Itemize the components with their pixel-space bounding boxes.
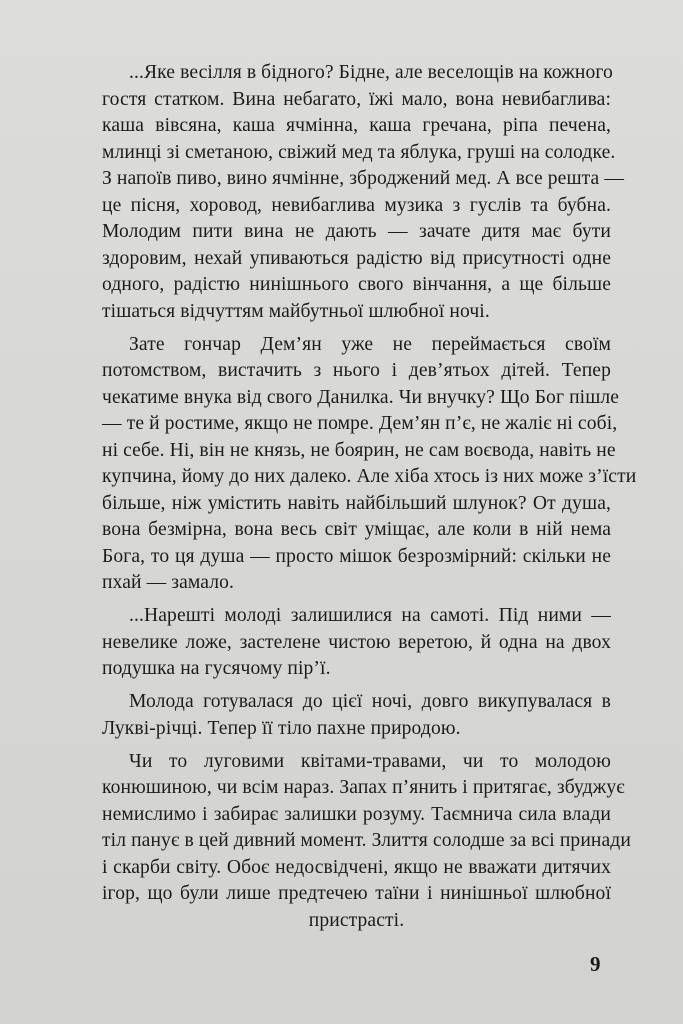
text-line: конюшиною, чи всім нараз. Запах п’янить і притягає, збуджує <box>102 777 625 798</box>
text-line: Бога, то ця душа — просто мішок безрозмірний: скільки не <box>102 545 611 567</box>
text-line: купчина, йому до них далеко. Але хіба хтось із них може з’їсти <box>102 466 637 487</box>
text-line: каша вівсяна, каша ячмінна, каша гречана, ріпа печена, <box>102 115 611 136</box>
text-line: пхай — замало. <box>102 572 235 593</box>
text-line: Чи то луговими квітами-травами, чи то молодою <box>129 750 611 772</box>
paragraph-wedding <box>75 60 625 325</box>
text-line: ...Яке весілля в бідного? Бідне, але веселощів на кожного <box>129 62 613 83</box>
text-line: вона безмірна, вона весь світ уміщає, але коли в ній нема <box>102 519 611 540</box>
text-line: Молодим пити вина не дають — зачате дитя має бути <box>102 221 611 242</box>
text-line: — те й ростиме, якщо не помре. Дем’ян п’є, не жаліє ні собі, <box>102 413 618 434</box>
text-line: З напоїв пиво, вино ячмінне, зброджений мед. А все решта — <box>102 168 625 189</box>
page-number: 9 <box>590 952 601 976</box>
text-line: тішаться відчуттям майбутньої шлюбної ночі. <box>102 300 490 322</box>
text-line: млинці зі сметаною, свіжий мед та яблука, груші на солодке. <box>102 141 616 163</box>
text-line: подушка на гусячому пір’ї. <box>102 658 331 679</box>
text-line: одного, радістю нинішнього свого вінчання, а ще більше <box>102 274 611 295</box>
paragraph-demian <box>75 332 637 597</box>
text-line: Зате гончар Дем’ян уже не переймається своїм <box>129 333 611 355</box>
text-line: чекатиме внука від свого Данилка. Чи внучку? Що Бог пішле <box>102 386 620 408</box>
text-line: ігор, що були лише предтечею таїни і нинішньої шлюбної <box>102 883 611 904</box>
text-line: пристрасті. <box>308 909 405 931</box>
text-line: це пісня, хоровод, невибаглива музика з гуслів та бубна. <box>102 194 611 216</box>
text-line: гостя статком. Вина небагато, їжі мало, вона невибаглива: <box>102 88 611 110</box>
text-line: здоровим, нехай упиваються радістю від присутності одне <box>102 247 611 269</box>
paragraph-bride <box>75 689 611 742</box>
text-line: немислимо і забирає залишки розуму. Таємнича сила влади <box>102 803 611 825</box>
paragraph-scent <box>75 749 631 935</box>
text-line: і скарби світу. Обоє недосвідчені, якщо не вважати дитячих <box>102 856 611 878</box>
text-line: Лукві-річці. Тепер її тіло пахне природою. <box>102 717 461 739</box>
text-line: ні себе. Ні, він не князь, не боярин, не сам воєвода, навіть не <box>102 439 616 461</box>
text-line: потомством, вистачить з нього і дев’ятьох дітей. Тепер <box>102 360 611 381</box>
text-line: ...Нарешті молоді залишилися на самоті. Під ними — <box>129 605 611 626</box>
paragraph-alone <box>75 603 611 683</box>
text-line: Молода готувалася до цієї ночі, довго викупувалася в <box>129 691 611 712</box>
body-text <box>75 60 637 941</box>
text-line: невелике ложе, застелене чистою веретою, й одна на двох <box>102 631 611 653</box>
text-line: тіл панує в цей дивний момент. Злиття солодше за всі принади <box>102 830 631 851</box>
text-line: більше, ніж умістить навіть найбільший шлунок? От душа, <box>102 492 611 514</box>
